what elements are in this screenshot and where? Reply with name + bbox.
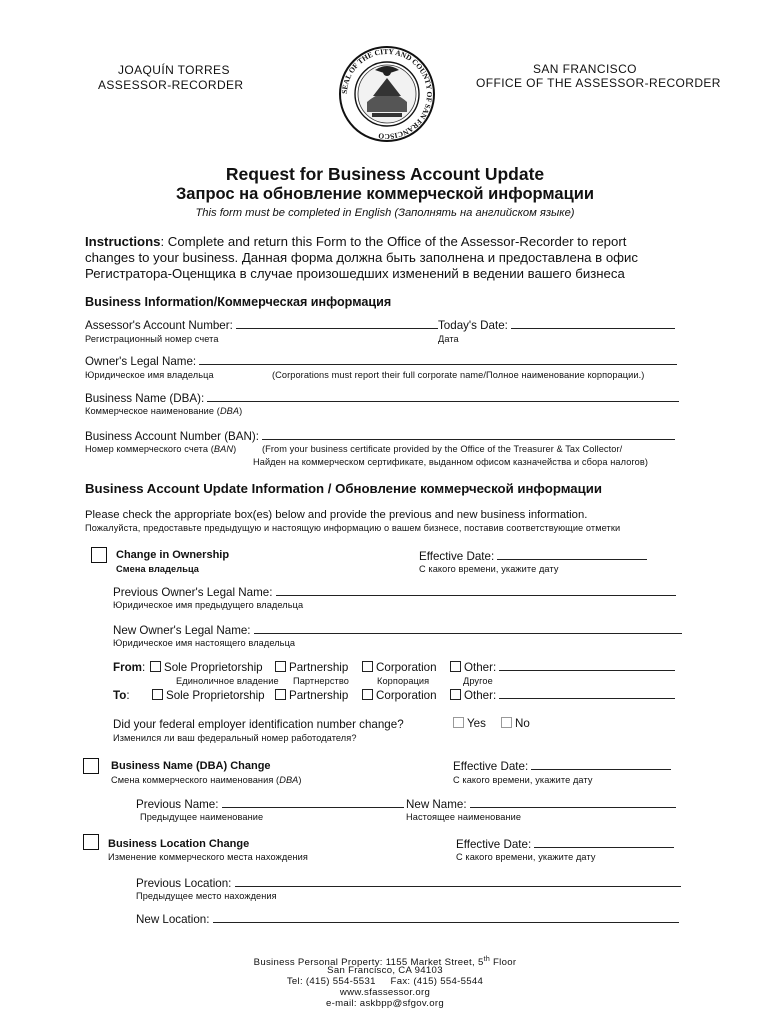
fein-question-ru: Изменился ли ваш федеральный номер работодателя? xyxy=(113,733,357,743)
to-other-label: Other: xyxy=(464,689,497,702)
prev-location-ru: Предыдущее место нахождения xyxy=(136,891,277,901)
new-owner-ru: Юридическое имя настоящего владельца xyxy=(113,638,296,648)
from-sole[interactable] xyxy=(150,661,263,674)
prev-name-ru: Предыдущее наименование xyxy=(140,812,264,822)
office-city xyxy=(533,62,637,77)
assessor-title xyxy=(98,78,244,93)
prev-location-label: Previous Location: xyxy=(136,877,232,890)
from-other-field[interactable] xyxy=(499,661,675,671)
prev-location-field[interactable] xyxy=(235,877,681,887)
location-change-ru: Изменение коммерческого места нахождения xyxy=(108,852,308,862)
new-location-label: New Location: xyxy=(136,913,210,926)
ban-field[interactable] xyxy=(262,430,675,440)
ban-ru-b: BAN xyxy=(213,444,234,454)
new-owner-row xyxy=(113,624,682,637)
dba-effective-row xyxy=(453,760,671,773)
from-label-text: From xyxy=(113,661,142,674)
to-other-checkbox[interactable] xyxy=(450,689,461,700)
assessor-name-text: JOAQUÍN TORRES xyxy=(118,63,230,77)
location-effective-field[interactable] xyxy=(534,838,674,848)
fein-yes-label: Yes xyxy=(467,717,486,730)
ban-ru xyxy=(85,444,236,454)
to-label: To: xyxy=(113,689,130,702)
dba-effective-ru: С какого времени, укажите дату xyxy=(453,775,593,785)
to-partner-label: Partnership xyxy=(289,689,349,702)
fein-no[interactable] xyxy=(501,717,530,730)
prev-name-label: Previous Name: xyxy=(136,798,219,811)
new-owner-label: New Owner's Legal Name: xyxy=(113,624,251,637)
dba-row xyxy=(85,392,679,405)
account-number-field[interactable] xyxy=(236,319,438,329)
todays-date-label: Today's Date: xyxy=(438,319,508,332)
from-other[interactable] xyxy=(450,661,675,674)
owner-name-row xyxy=(85,355,677,368)
opt-sole-ru: Единоличное владение xyxy=(176,676,279,686)
instructions-line3: Регистратора-Оценщика в случае произошедших изменений в ведении вашего бизнеса xyxy=(85,266,625,281)
dba-ru-c: ) xyxy=(239,406,243,416)
to-sole-label: Sole Proprietorship xyxy=(166,689,265,702)
footer-line1-sup: th xyxy=(483,956,491,963)
instructions-label: Instructions xyxy=(85,234,161,249)
form-title-en: Request for Business Account Update xyxy=(225,164,545,184)
opt-corp-ru: Корпорация xyxy=(377,676,430,686)
instructions-line2: changes to your business. Данная форма должна быть заполнена и предоставлена в офис xyxy=(85,250,638,265)
new-name-row xyxy=(406,798,676,811)
to-sole[interactable] xyxy=(152,689,265,702)
new-name-field[interactable] xyxy=(470,798,676,808)
account-number-label: Assessor's Account Number: xyxy=(85,319,233,332)
location-change-checkbox[interactable] xyxy=(83,834,99,850)
location-effective-ru: С какого времени, укажите дату xyxy=(456,852,596,862)
new-owner-field[interactable] xyxy=(254,624,682,634)
new-name-label: New Name: xyxy=(406,798,467,811)
ownership-change-checkbox[interactable] xyxy=(91,547,107,563)
prev-owner-ru: Юридическое имя предыдущего владельца xyxy=(113,600,304,610)
to-partner[interactable] xyxy=(275,689,348,702)
update-intro-en: Please check the appropriate box(es) below and provide the previous and new business information. xyxy=(85,509,588,521)
from-label: From: xyxy=(113,661,146,674)
prev-name-field[interactable] xyxy=(222,798,404,808)
from-partner-checkbox[interactable] xyxy=(275,661,286,672)
footer-line1-b: Floor xyxy=(490,957,517,969)
from-corp[interactable] xyxy=(362,661,437,674)
dba-field[interactable] xyxy=(207,392,679,402)
ownership-effective-field[interactable] xyxy=(497,550,647,560)
location-change-label: Business Location Change xyxy=(108,838,250,850)
dba-effective-field[interactable] xyxy=(531,760,671,770)
todays-date-ru: Дата xyxy=(438,334,459,344)
prev-owner-field[interactable] xyxy=(276,586,676,596)
to-partner-checkbox[interactable] xyxy=(275,689,286,700)
ownership-effective-label: Effective Date: xyxy=(419,550,495,563)
prev-owner-label: Previous Owner's Legal Name: xyxy=(113,586,273,599)
account-number-ru: Регистрационный номер счета xyxy=(85,334,219,344)
dba-change-ru xyxy=(111,775,302,785)
location-effective-row xyxy=(456,838,674,851)
owner-name-ru: Юридическое имя владельца xyxy=(85,370,214,380)
ban-row xyxy=(85,430,675,443)
to-label-text: To xyxy=(113,689,127,702)
from-other-checkbox[interactable] xyxy=(450,661,461,672)
update-info-heading: Business Account Update Information / Обновление коммерческой информации xyxy=(85,481,602,496)
office-title xyxy=(476,76,721,91)
new-name-ru: Настоящее наименование xyxy=(406,812,522,822)
fein-yes[interactable] xyxy=(453,717,486,730)
to-other[interactable] xyxy=(450,689,675,702)
prev-location-row xyxy=(136,877,681,890)
to-sole-checkbox[interactable] xyxy=(152,689,163,700)
business-info-heading: Business Information/Коммерческая информация xyxy=(85,295,392,309)
fein-yes-checkbox[interactable] xyxy=(453,717,464,728)
account-number-row xyxy=(85,319,438,332)
opt-partner-ru: Партнерство xyxy=(293,676,349,686)
office-city-text: SAN FRANCISCO xyxy=(533,62,637,76)
to-other-field[interactable] xyxy=(499,689,675,699)
instructions-text1: : Complete and return this Form to the Office of the Assessor-Recorder to report xyxy=(160,234,627,249)
ban-note-2: Найден на коммерческом сертификате, выданном офисом казначейства и сбора налогов) xyxy=(253,457,649,467)
update-intro-ru: Пожалуйста, предоставьте предыдущую и настоящую информацию о вашем бизнесе, поставив соответствующие отметки xyxy=(85,523,621,533)
owner-corp-note: (Corporations must report their full corporate name/Полное наименование корпорации.) xyxy=(272,370,645,380)
new-location-field[interactable] xyxy=(213,913,679,923)
owner-name-field[interactable] xyxy=(199,355,677,365)
assessor-name xyxy=(118,63,230,78)
from-sole-checkbox[interactable] xyxy=(150,661,161,672)
instructions-line1 xyxy=(85,234,626,249)
footer-line1-a: Business Personal Property: 1155 Market Street, 5 xyxy=(253,957,484,969)
form-language-note: This form must be completed in English (Заполнять на английском языке) xyxy=(195,207,575,219)
ownership-effective-ru: С какого времени, укажите дату xyxy=(419,564,559,574)
dba-ru-a: Коммерческое наименование ( xyxy=(85,406,220,416)
city-seal-icon xyxy=(337,44,437,144)
dba-ru-b: DBA xyxy=(219,406,240,416)
dba-change-ru-a: Смена коммерческого наименования ( xyxy=(111,775,280,785)
ban-ru-c: ) xyxy=(233,444,237,454)
footer-phone-fax: Tel: (415) 554-5531 Fax: (415) 554-5544 xyxy=(286,976,484,987)
seal-text: SEAL OF THE CITY AND COUNTY OF SAN FRANCISCO xyxy=(339,46,435,142)
from-other-label: Other: xyxy=(464,661,497,674)
dba-label: Business Name (DBA): xyxy=(85,392,205,405)
assessor-title-text: ASSESSOR-RECORDER xyxy=(98,78,244,92)
dba-effective-label: Effective Date: xyxy=(453,760,529,773)
footer-address-line2: San Francisco, CA 94103 xyxy=(327,965,443,976)
prev-name-row xyxy=(136,798,404,811)
ban-label: Business Account Number (BAN): xyxy=(85,430,259,443)
ownership-effective-row xyxy=(419,550,647,563)
from-corp-label: Corporation xyxy=(376,661,437,674)
opt-other-ru: Другое xyxy=(463,676,493,686)
todays-date-row xyxy=(438,319,675,332)
location-effective-label: Effective Date: xyxy=(456,838,532,851)
ownership-change-label: Change in Ownership xyxy=(116,549,230,561)
fein-no-label: No xyxy=(515,717,530,730)
fein-no-checkbox[interactable] xyxy=(501,717,512,728)
dba-change-checkbox[interactable] xyxy=(83,758,99,774)
form-title-ru: Запрос на обновление коммерческой информации xyxy=(175,185,595,203)
from-corp-checkbox[interactable] xyxy=(362,661,373,672)
to-corp-label: Corporation xyxy=(376,689,437,702)
prev-owner-row xyxy=(113,586,676,599)
new-location-row xyxy=(136,913,679,926)
dba-change-ru-c: ) xyxy=(298,775,302,785)
dba-change-ru-b: DBA xyxy=(279,775,299,785)
owner-name-label: Owner's Legal Name: xyxy=(85,355,197,368)
from-partner-label: Partnership xyxy=(289,661,349,674)
ban-note-1: (From your business certificate provided by the Office of the Treasurer & Tax Collector/ xyxy=(262,444,623,454)
to-corp-checkbox[interactable] xyxy=(362,689,373,700)
footer-email[interactable]: e-mail: askbpp@sfgov.org xyxy=(325,998,445,1009)
dba-change-label: Business Name (DBA) Change xyxy=(111,760,271,772)
office-title-text: OFFICE OF THE ASSESSOR-RECORDER xyxy=(476,76,721,90)
todays-date-field[interactable] xyxy=(511,319,675,329)
ban-ru-a: Номер коммерческого счета ( xyxy=(85,444,214,454)
from-partner[interactable] xyxy=(275,661,348,674)
footer-website[interactable]: www.sfassessor.org xyxy=(339,987,431,998)
dba-ru xyxy=(85,406,242,416)
fein-question: Did your federal employer identification number change? xyxy=(113,718,404,731)
from-sole-label: Sole Proprietorship xyxy=(164,661,263,674)
ownership-change-label-ru: Смена владельца xyxy=(116,564,200,574)
to-corp[interactable] xyxy=(362,689,437,702)
